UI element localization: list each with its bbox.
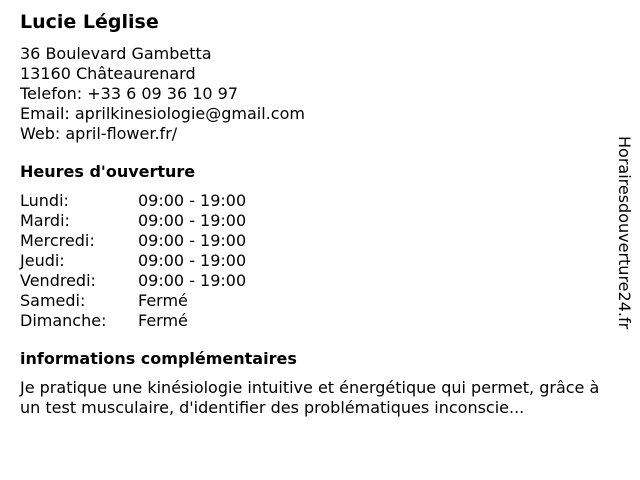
day-hours: 09:00 - 19:00 <box>138 191 247 210</box>
additional-info-heading: informations complémentaires <box>20 349 297 368</box>
day-hours: Fermé <box>138 291 188 310</box>
additional-info-text: Je pratique une kinésiologie intuitive et énergétique qui permet, grâce à un test musculaire, d'identifier des problématiques inconscie... <box>20 378 600 417</box>
hours-row-lundi <box>20 191 610 211</box>
phone-line: Telefon: +33 6 09 36 10 97 <box>20 84 239 103</box>
address-line-2: 13160 Châteaurenard <box>20 64 196 83</box>
business-card <box>20 9 610 418</box>
site-watermark: Horairesdouverture24.fr <box>615 136 634 330</box>
business-name: Lucie Léglise <box>20 11 159 33</box>
hours-row-samedi <box>20 291 610 311</box>
day-label: Mercredi: <box>20 231 95 250</box>
day-label: Samedi: <box>20 291 86 310</box>
day-hours: 09:00 - 19:00 <box>138 231 247 250</box>
day-label: Jeudi: <box>20 251 65 270</box>
web-line: Web: april-flower.fr/ <box>20 124 178 143</box>
address-line-1: 36 Boulevard Gambetta <box>20 44 212 63</box>
day-label: Mardi: <box>20 211 70 230</box>
opening-hours-list <box>20 191 610 331</box>
day-hours: 09:00 - 19:00 <box>138 251 247 270</box>
day-hours: Fermé <box>138 311 188 330</box>
hours-row-dimanche <box>20 311 610 331</box>
hours-row-vendredi <box>20 271 610 291</box>
email-line: Email: aprilkinesiologie@gmail.com <box>20 104 305 123</box>
day-hours: 09:00 - 19:00 <box>138 271 247 290</box>
hours-row-jeudi <box>20 251 610 271</box>
day-label: Vendredi: <box>20 271 96 290</box>
opening-hours-heading: Heures d'ouverture <box>20 162 196 181</box>
day-hours: 09:00 - 19:00 <box>138 211 247 230</box>
day-label: Dimanche: <box>20 311 107 330</box>
day-label: Lundi: <box>20 191 69 210</box>
hours-row-mercredi <box>20 231 610 251</box>
hours-row-mardi <box>20 211 610 231</box>
